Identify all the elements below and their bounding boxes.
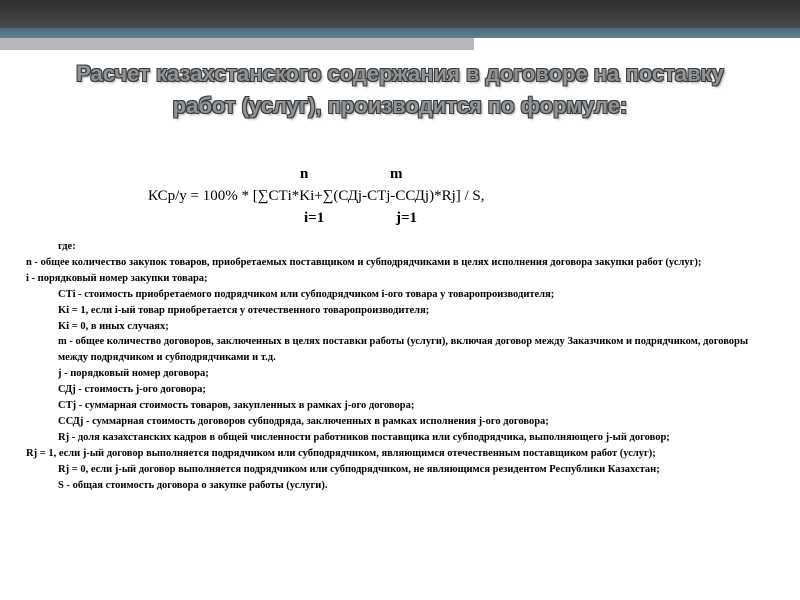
legend-line: Rj = 1, если j-ый договор выполняется подрядчиком или субподрядчиком, являющимся отечественным поставщиком работ (услуг);	[26, 447, 656, 459]
formula-upper-limits	[0, 166, 800, 188]
sum-upper-limit-m: m	[390, 166, 403, 182]
legend-line: n - общее количество закупок товаров, приобретаемых поставщиком и субподрядчиками в целях исполнения договора закупки работ (услуг);	[26, 256, 702, 268]
legend-line: СТi - стоимость приобретаемого подрядчиком или субподрядчиком i-ого товара у товаропроизводителя;	[58, 288, 555, 300]
legend-line: S - общая стоимость договора о закупке работы (услуги).	[58, 479, 328, 491]
formula-lower-limits	[0, 210, 800, 232]
legend-line: j - порядковый номер договора;	[58, 368, 209, 380]
slide-title: Расчет казахстанского содержания в договоре на поставку работ (услуг), производится по формуле:	[76, 61, 724, 118]
formula-main-row	[0, 188, 800, 210]
legend-line: СТj - суммарная стоимость товаров, закупленных в рамках j-ого договора;	[58, 400, 415, 412]
legend-line: i - порядковый номер закупки товара;	[26, 272, 208, 284]
legend-line: где:	[58, 241, 76, 252]
legend-line: Ki = 0, в иных случаях;	[58, 320, 169, 332]
sum-upper-limit-n: n	[300, 166, 309, 182]
legend-line: ССДj - суммарная стоимость договоров субподряда, заключенных в рамках исполнения j-ого договора;	[58, 415, 549, 427]
gray-strip	[0, 38, 474, 50]
formula-legend	[26, 239, 766, 494]
formula-expression: КСр/у = 100% * [∑СТi*Ki+∑(СДj-СТj-ССДj)*Rj] / S,	[148, 188, 485, 204]
legend-line: Rj = 0, если j-ый договор выполняется подрядчиком или субподрядчиком, не являющимся резидентом Республики Казахстан;	[58, 463, 660, 475]
sum-lower-limit-i: i=1	[304, 210, 325, 226]
formula-block	[0, 166, 800, 232]
sum-lower-limit-j: j=1	[396, 210, 418, 226]
legend-line: Ki = 1, если i-ый товар приобретается у отечественного товаропроизводителя;	[58, 304, 430, 316]
top-header-bar	[0, 0, 800, 28]
legend-line: Rj - доля казахстанских кадров в общей численности работников поставщика или субподрядчика, выполняющего j-ый договор;	[58, 431, 670, 443]
legend-line: m - общее количество договоров, заключенных в целях поставки работы (услуги), включая договор между Заказчиком и подрядчиком, договоры между подрядчиком и субподрядчиками и т.д.	[58, 336, 749, 364]
accent-line	[0, 28, 800, 38]
legend-line: СДj - стоимость j-ого договора;	[58, 384, 206, 396]
